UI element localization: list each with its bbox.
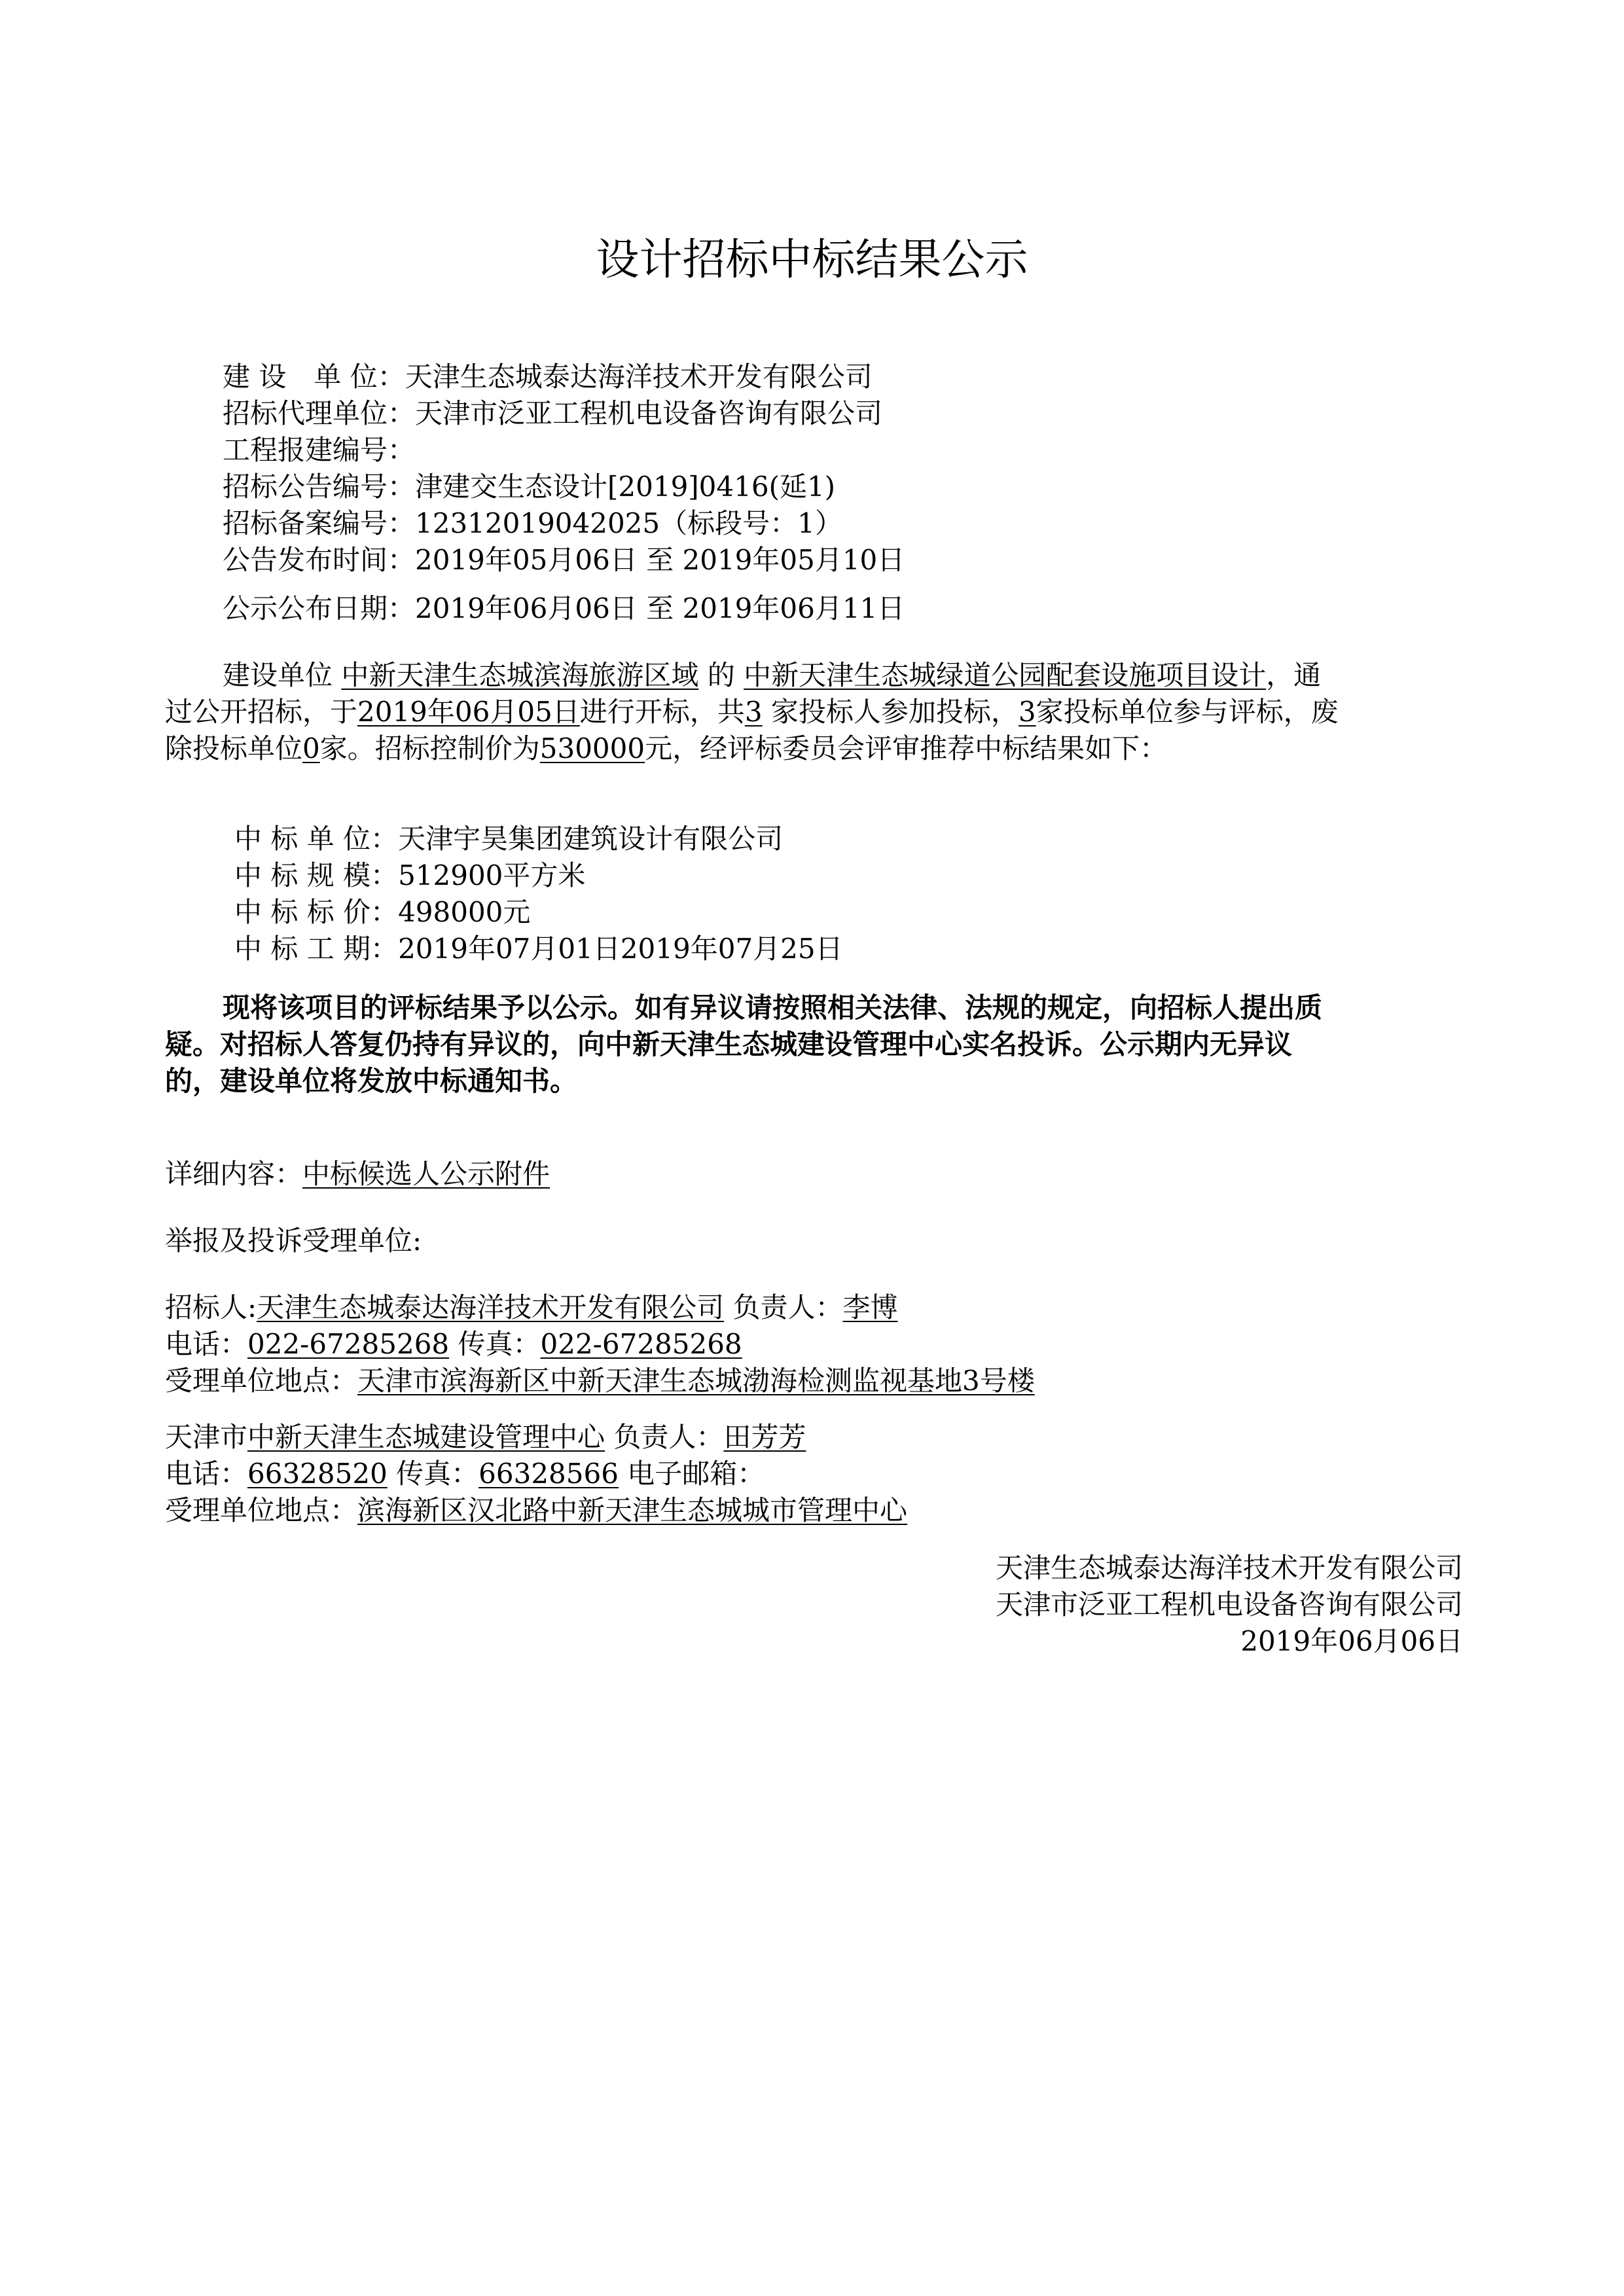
text-fragment: 进行开标，共 — [579, 696, 745, 728]
open-date: 2019年06月05日 — [357, 696, 580, 728]
text-fragment: 家。招标控制价为 — [319, 732, 540, 764]
publish-time-label: 公告发布时间： — [223, 544, 416, 576]
text-fragment: ，通 — [1266, 659, 1322, 691]
tenderer-person: 李博 — [842, 1291, 898, 1323]
project-code-label: 工程报建编号： — [223, 434, 416, 466]
winner-value: 天津宇昊集团建筑设计有限公司 — [398, 823, 784, 855]
details-label: 详细内容： — [165, 1158, 303, 1190]
tenderer-phone: 022-67285268 — [247, 1328, 450, 1360]
evaluated-count: 3 — [1018, 696, 1036, 728]
document-title: 设计招标中标结果公示 — [596, 234, 1028, 285]
builder-label: 建 设 单 位： — [223, 361, 405, 393]
announce-date-row — [223, 590, 905, 627]
authority-prefix: 天津市 — [165, 1421, 248, 1453]
attachment-link[interactable]: 中标候选人公示附件 — [302, 1158, 550, 1190]
tenderer-address: 天津市滨海新区中新天津生态城渤海检测监视基地3号楼 — [357, 1365, 1035, 1397]
text-fragment: 建设单位 — [223, 659, 342, 691]
publish-time-value: 2019年05月06日 至 2019年05月10日 — [415, 544, 905, 576]
notice-line-3: 的，建设单位将发放中标通知书。 — [165, 1065, 578, 1097]
agent-value: 天津市泛亚工程机电设备咨询有限公司 — [415, 397, 883, 429]
record-no-value: 12312019042025（标段号：1） — [415, 507, 842, 539]
result-block — [234, 821, 843, 967]
project-link[interactable]: 中新天津生态城绿道公园配套设施项目设计 — [744, 659, 1267, 691]
tenderer-address-label: 受理单位地点： — [165, 1365, 358, 1397]
authority-fax: 66328566 — [478, 1458, 619, 1490]
notice-no-label: 招标公告编号： — [223, 471, 416, 503]
signature-date: 2019年06月06日 — [1240, 1625, 1463, 1657]
period-label: 中 标 工 期： — [234, 933, 399, 965]
notice-line-2: 疑。对招标人答复仍持有异议的，向中新天津生态城建设管理中心实名投诉。公示期内无异议 — [165, 1028, 1293, 1060]
record-no-label: 招标备案编号： — [223, 507, 416, 539]
notice-no-row — [223, 469, 905, 505]
paragraph-line-3 — [165, 730, 1339, 767]
authority-fax-label: 传真： — [387, 1458, 479, 1490]
signature-org-1: 天津生态城泰达海洋技术开发有限公司 — [995, 1552, 1463, 1584]
authority-email-label: 电子邮箱： — [618, 1458, 765, 1490]
tender-paragraph — [165, 657, 1339, 767]
announce-date-label: 公示公布日期： — [223, 592, 416, 624]
authority-block — [165, 1419, 907, 1529]
agent-row — [223, 395, 905, 432]
authority-person: 田芳芳 — [723, 1421, 806, 1453]
tenderer-block — [165, 1289, 1035, 1399]
price-row — [234, 894, 843, 931]
scale-value: 512900平方米 — [398, 859, 586, 891]
control-price: 530000 — [539, 732, 645, 764]
signature-org-2: 天津市泛亚工程机电设备咨询有限公司 — [995, 1588, 1463, 1621]
announce-date-value: 2019年06月06日 至 2019年06月11日 — [415, 592, 905, 624]
authority-address-row — [165, 1492, 907, 1529]
tenderer-row — [165, 1289, 1035, 1326]
winner-row — [234, 821, 843, 857]
scale-row — [234, 857, 843, 894]
price-label: 中 标 标 价： — [234, 896, 399, 928]
period-row — [234, 931, 843, 967]
text-fragment: 除投标单位 — [165, 732, 303, 764]
period-value: 2019年07月01日2019年07月25日 — [398, 933, 843, 965]
complaint-heading: 举报及投诉受理单位: — [165, 1225, 422, 1257]
notice-no-value: 津建交生态设计[2019]0416(延1) — [415, 471, 836, 503]
tenderer-fax-label: 传真： — [449, 1328, 541, 1360]
authority-row — [165, 1419, 907, 1456]
text-fragment: 家投标人参加投标， — [762, 696, 1019, 728]
info-block — [223, 359, 905, 579]
bidder-count: 3 — [744, 696, 763, 728]
text-fragment: 过公开招标，于 — [165, 696, 358, 728]
tenderer-name-link[interactable]: 天津生态城泰达海洋技术开发有限公司 — [257, 1291, 725, 1323]
tenderer-label: 招标人: — [165, 1291, 257, 1323]
project-code-row — [223, 432, 905, 469]
text-fragment: 元，经评标委员会评审推荐中标结果如下： — [645, 732, 1168, 764]
builder-value: 天津生态城泰达海洋技术开发有限公司 — [405, 361, 873, 393]
objection-notice — [165, 990, 1322, 1100]
authority-address-label: 受理单位地点： — [165, 1494, 358, 1526]
authority-phone-label: 电话： — [165, 1458, 248, 1490]
scale-label: 中 标 规 模： — [234, 859, 399, 891]
notice-line-1: 现将该项目的评标结果予以公示。如有异议请按照相关法律、法规的规定，向招标人提出质 — [223, 992, 1323, 1024]
text-fragment: 家投标单位参与评标，废 — [1036, 696, 1339, 728]
tenderer-address-row — [165, 1363, 1035, 1399]
builder-row — [223, 359, 905, 395]
publish-time-row — [223, 542, 905, 579]
authority-address: 滨海新区汉北路中新天津生态城城市管理中心 — [357, 1494, 908, 1526]
tenderer-contact-row — [165, 1326, 1035, 1363]
agent-label: 招标代理单位： — [223, 397, 416, 429]
authority-name-link[interactable]: 中新天津生态城建设管理中心 — [247, 1421, 605, 1453]
authority-contact-row — [165, 1456, 907, 1492]
price-value: 498000元 — [398, 896, 531, 928]
authority-person-label: 负责人： — [605, 1421, 724, 1453]
builder-link[interactable]: 中新天津生态城滨海旅游区域 — [341, 659, 699, 691]
text-fragment: 的 — [698, 659, 744, 691]
rejected-count: 0 — [302, 732, 320, 764]
details-row — [165, 1156, 550, 1193]
authority-phone: 66328520 — [247, 1458, 388, 1490]
tenderer-phone-label: 电话： — [165, 1328, 248, 1360]
paragraph-line-1 — [165, 657, 1339, 694]
record-no-row — [223, 505, 905, 542]
tenderer-person-label: 负责人： — [724, 1291, 843, 1323]
tenderer-fax: 022-67285268 — [540, 1328, 742, 1360]
winner-label: 中 标 单 位： — [234, 823, 399, 855]
paragraph-line-2 — [165, 694, 1339, 730]
signature-block — [996, 1550, 1463, 1660]
